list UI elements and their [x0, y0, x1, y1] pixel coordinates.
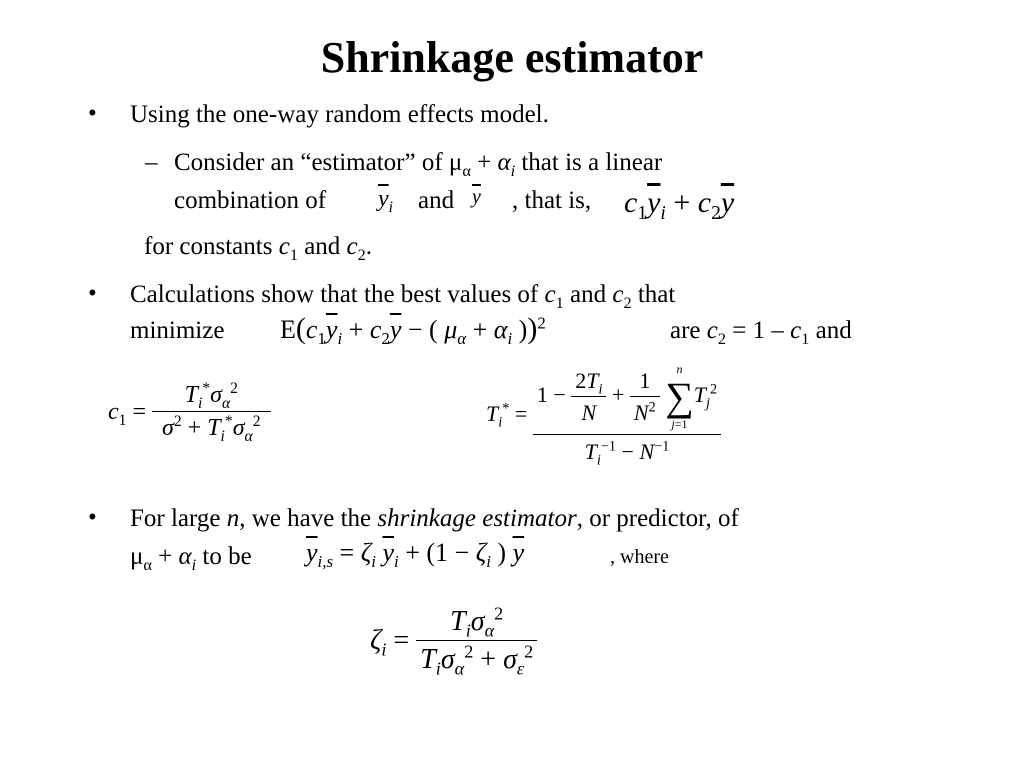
sub-bullet-line-2: [174, 186, 326, 216]
bullet-3-line-2: $\mu_\alpha + \alpha_i$ to be: [130, 543, 252, 574]
combination-of-text: combination of: [174, 187, 327, 214]
for-constants-line: for constants $c_1$ and $c_2$.: [144, 233, 373, 264]
mu-symbol: μ: [448, 149, 463, 176]
zeta-formula: $\zeta_i$ = $\frac{T_i\sigma_\alpha^2}{T_i\sigma_\alpha^2 + \sigma_\varepsilon^2}$: [370, 606, 537, 676]
c1-formula: $c_1$ = $\frac{T_i^*\sigma_\alpha^2}{\sigma^2 + T_i^*\sigma_\alpha^2}$: [108, 382, 271, 442]
expectation-formula: $E(c_1\overline{y}_i + c_2\overline{y}$ − ( $\mu_\alpha + \alpha_i$ ))$^2$: [280, 312, 546, 349]
plus-symbol: +: [470, 149, 498, 176]
bullet-marker: •: [88, 100, 97, 127]
bullet-1-text: Using the one-way random effects model.: [130, 101, 549, 128]
linear-combination-formula: $c_1\overline{y}_i + c_2\overline{y}$: [624, 186, 735, 224]
alpha-symbol: α: [497, 149, 511, 176]
and-text: and: [418, 187, 455, 214]
bullet-3-line-1: For large n, we have the shrinkage estimator, or predictor, of: [130, 505, 739, 532]
sub-bullet-text-b: that is a linear: [515, 149, 663, 176]
i-subscript: i: [510, 162, 516, 180]
y-bar-formula: $\overline{y}$: [472, 186, 481, 208]
bullet-2-line-2: are $c_2 = 1 - c_1$ and: [670, 317, 852, 348]
that-is-text: , that is,: [512, 187, 592, 214]
sub-bullet-text-a: Consider an “estimator” of: [174, 149, 449, 176]
minimize-text: minimize: [130, 317, 225, 344]
bullet-marker: •: [88, 280, 97, 307]
where-text: , where: [610, 546, 669, 568]
dash-marker: –: [145, 149, 158, 176]
bullet-marker: •: [88, 504, 97, 531]
shrinkage-formula: $\overline{y}_{i,s} = \zeta_i$ $\overline{y}_i + (1 - \zeta_i$ ) $\overline{y}$: [306, 538, 525, 572]
slide-title: Shrinkage estimator: [320, 33, 704, 82]
alpha-subscript: α: [462, 162, 471, 180]
sub-bullet-line-1: [174, 148, 662, 178]
y-bar-i-formula: $\overline{y}_i$: [378, 186, 393, 216]
bullet-2-line-1: Calculations show that the best values of $c_1$ and $c_2$ that: [130, 281, 676, 312]
t-star-formula: $T_i^*$ = 1 − $\frac{2T_i}{N}$ + $\frac{1}{N^2}$ n ∑ j=1 $T_j^2$ $T_i^{-1} - N^{-1}$: [486, 362, 721, 465]
